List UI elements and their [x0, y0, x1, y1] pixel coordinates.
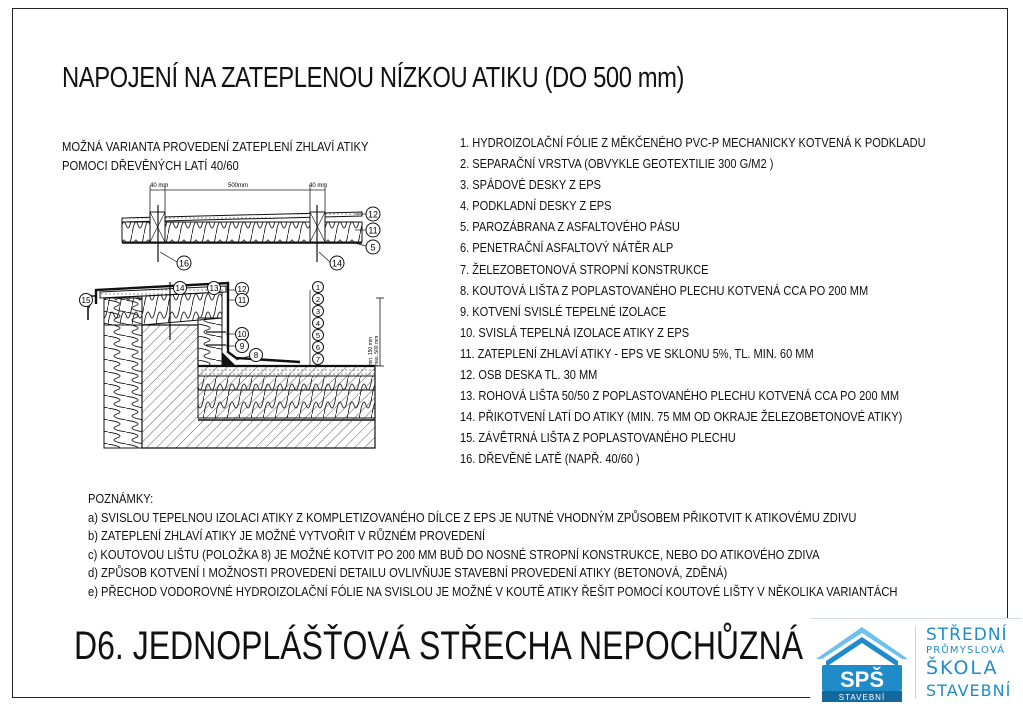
svg-text:16: 16: [178, 258, 190, 269]
note-item: b) ZATEPLENÍ ZHLAVÍ ATIKY JE MOŽNÉ VYTVOŘIT V RŮZNÉM PROVEDENÍ: [88, 528, 486, 543]
svg-text:15: 15: [81, 296, 91, 305]
callout-13-main: [208, 282, 221, 295]
legend-item: 16. DŘEVĚNÉ LATĚ (NAPŘ. 40/60 ): [460, 451, 640, 467]
school-logo: [810, 618, 1022, 706]
legend-item: 10. SVISLÁ TEPELNÁ IZOLACE ATIKY Z EPS: [460, 324, 690, 340]
svg-text:11: 11: [237, 296, 247, 305]
callout-10-main: [236, 328, 249, 341]
legend-item: 5. PAROZÁBRANA Z ASFALTOVÉHO PÁSU: [460, 219, 680, 235]
variant-note-line-1: MOŽNÁ VARIANTA PROVEDENÍ ZATEPLENÍ ZHLAVÍ ATIKY: [62, 140, 369, 154]
svg-text:5: 5: [315, 331, 321, 340]
note-item: c) KOUTOVOU LIŠTU (POLOŽKA 8) JE MOŽNÉ KOTVIT PO 200 MM BUĎ DO NOSNÉ STROPNÍ KONSTRUKCE, NEBO DO ATIKOVÉHO ZDIVA: [88, 546, 820, 562]
callout-14-top: [330, 256, 344, 270]
tapered-eps-layer: [198, 376, 375, 390]
svg-text:11: 11: [368, 225, 378, 236]
svg-text:4: 4: [315, 319, 321, 328]
drawing-title: NAPOJENÍ NA ZATEPLENOU NÍZKOU ATIKU (DO 500 mm): [62, 62, 685, 94]
notes-section: [88, 490, 897, 601]
legend-item: 15. ZÁVĚTRNÁ LIŠTA Z POPLASTOVANÉHO PLECHU: [460, 430, 736, 446]
dim-middle-label: 500mm: [228, 183, 249, 189]
height-label-max: max. 500 mm: [374, 335, 380, 366]
dim-right-label: 40 mm: [309, 183, 328, 189]
svg-text:14: 14: [331, 258, 343, 269]
legend-item: 13. ROHOVÁ LIŠTA 50/50 Z POPLASTOVANÉHO PLECHU KOTVENÁ CCA PO 200 MM: [460, 388, 900, 404]
legend-item: 14. PŘIKOTVENÍ LATÍ DO ATIKY (MIN. 75 MM OD OKRAJE ŽELEZOBETONOVÉ ATIKY): [460, 409, 903, 425]
callout-16-top: [177, 256, 191, 270]
logo-separator: [915, 627, 916, 699]
logo-word-2: PRŮMYSLOVÁ: [926, 645, 1006, 656]
callout-14-main: [174, 282, 187, 295]
callout-9-main: [236, 340, 249, 353]
legend-item: 2. SEPARAČNÍ VRSTVA (OBVYKLE GEOTEXTILIE 300 G/M2 ): [460, 156, 774, 172]
callout-11-main: [236, 294, 249, 307]
note-item: e) PŘECHOD VODOROVNÉ HYDROIZOLAČNÍ FÓLIE NA SVISLOU JE MOŽNÉ V KOUTĚ ATIKY ŘEŠIT POMOCÍ KOUTOVÉ LIŠTY V NĚKOLIKA VARIANTÁCH: [88, 583, 898, 599]
legend-item: 8. KOUTOVÁ LIŠTA Z POPLASTOVANÉHO PLECHU KOTVENÁ CCA PO 200 MM: [460, 282, 869, 298]
logo-word-3: ŠKOLA: [926, 657, 999, 679]
logo-badge-text: SPŠ: [839, 667, 885, 692]
svg-text:8: 8: [253, 351, 259, 360]
note-item: d) ZPŮSOB KOTVENÍ I MOŽNOSTI PROVEDENÍ DETAILU OVLIVŇUJE STAVEBNÍ PROVEDENÍ ATIKY (BETONOVÁ, ZDĚNÁ): [88, 565, 728, 580]
parapet-section-detail: [80, 282, 385, 449]
legend-item: 7. ŽELEZOBETONOVÁ STROPNÍ KONSTRUKCE: [460, 261, 709, 277]
callout-15-main: [80, 294, 93, 307]
membrane-layers: [198, 366, 375, 376]
svg-text:2: 2: [315, 295, 321, 304]
vertical-parapet-insulation: [198, 318, 222, 366]
legend-item: 6. PENETRAČNÍ ASFALTOVÝ NÁTĚR ALP: [460, 240, 674, 256]
svg-text:10: 10: [237, 330, 247, 339]
variant-note-line-2: POMOCI DŘEVĚNÝCH LATÍ 40/60: [62, 159, 239, 173]
legend-item: 1. HYDROIZOLAČNÍ FÓLIE Z MĚKČENÉHO PVC-P MECHANICKY KOTVENÁ K PODKLADU: [460, 135, 926, 150]
svg-text:6: 6: [315, 343, 321, 352]
svg-text:5: 5: [370, 242, 376, 253]
footer-title: D6. JEDNOPLÁŠŤOVÁ STŘECHA NEPOCHŮZNÁ: [74, 624, 804, 668]
svg-text:1: 1: [315, 283, 321, 292]
note-item: a) SVISLOU TEPELNOU IZOLACI ATIKY Z KOMPLETIZOVANÉHO DÍLCE Z EPS JE NUTNÉ VHODNÝM ZPŮSOBEM PŘIKOTVIT K ATIKOVÉMU ZDIVU: [88, 509, 857, 525]
svg-text:3: 3: [315, 307, 321, 316]
svg-text:12: 12: [367, 209, 379, 220]
base-eps-layer: [198, 390, 375, 418]
legend-item: 9. KOTVENÍ SVISLÉ TEPELNÉ IZOLACE: [460, 303, 667, 319]
height-label-min: min. 150 mm: [368, 337, 374, 366]
legend-item: 12. OSB DESKA TL. 30 MM: [460, 367, 598, 383]
layer-stack-callouts: [313, 282, 324, 365]
svg-text:9: 9: [239, 342, 245, 351]
notes-heading: POZNÁMKY:: [88, 491, 154, 506]
callout-11-top: [366, 223, 380, 237]
logo-word-1: STŘEDNÍ: [926, 625, 1008, 645]
callout-8-main: [250, 349, 263, 362]
house-logo-icon: [810, 619, 915, 707]
svg-text:14: 14: [175, 284, 185, 293]
legend-list: [460, 132, 926, 470]
legend-item: 11. ZATEPLENÍ ZHLAVÍ ATIKY - EPS VE SKLONU 5%, TL. MIN. 60 MM: [460, 345, 814, 361]
svg-text:13: 13: [209, 284, 219, 293]
logo-badge-sub: STAVEBNÍ: [838, 693, 886, 702]
batten-variant-detail: [122, 183, 380, 270]
callout-5-top: [366, 240, 380, 254]
logo-word-4: STAVEBNÍ: [926, 681, 1012, 700]
dim-left-label: 40 mm: [150, 183, 169, 189]
legend-item: 4. PODKLADNÍ DESKY Z EPS: [460, 198, 612, 214]
legend-item: 3. SPÁDOVÉ DESKY Z EPS: [460, 177, 602, 193]
svg-text:7: 7: [315, 355, 321, 364]
callout-12-top: [366, 207, 380, 221]
svg-text:12: 12: [237, 285, 247, 294]
